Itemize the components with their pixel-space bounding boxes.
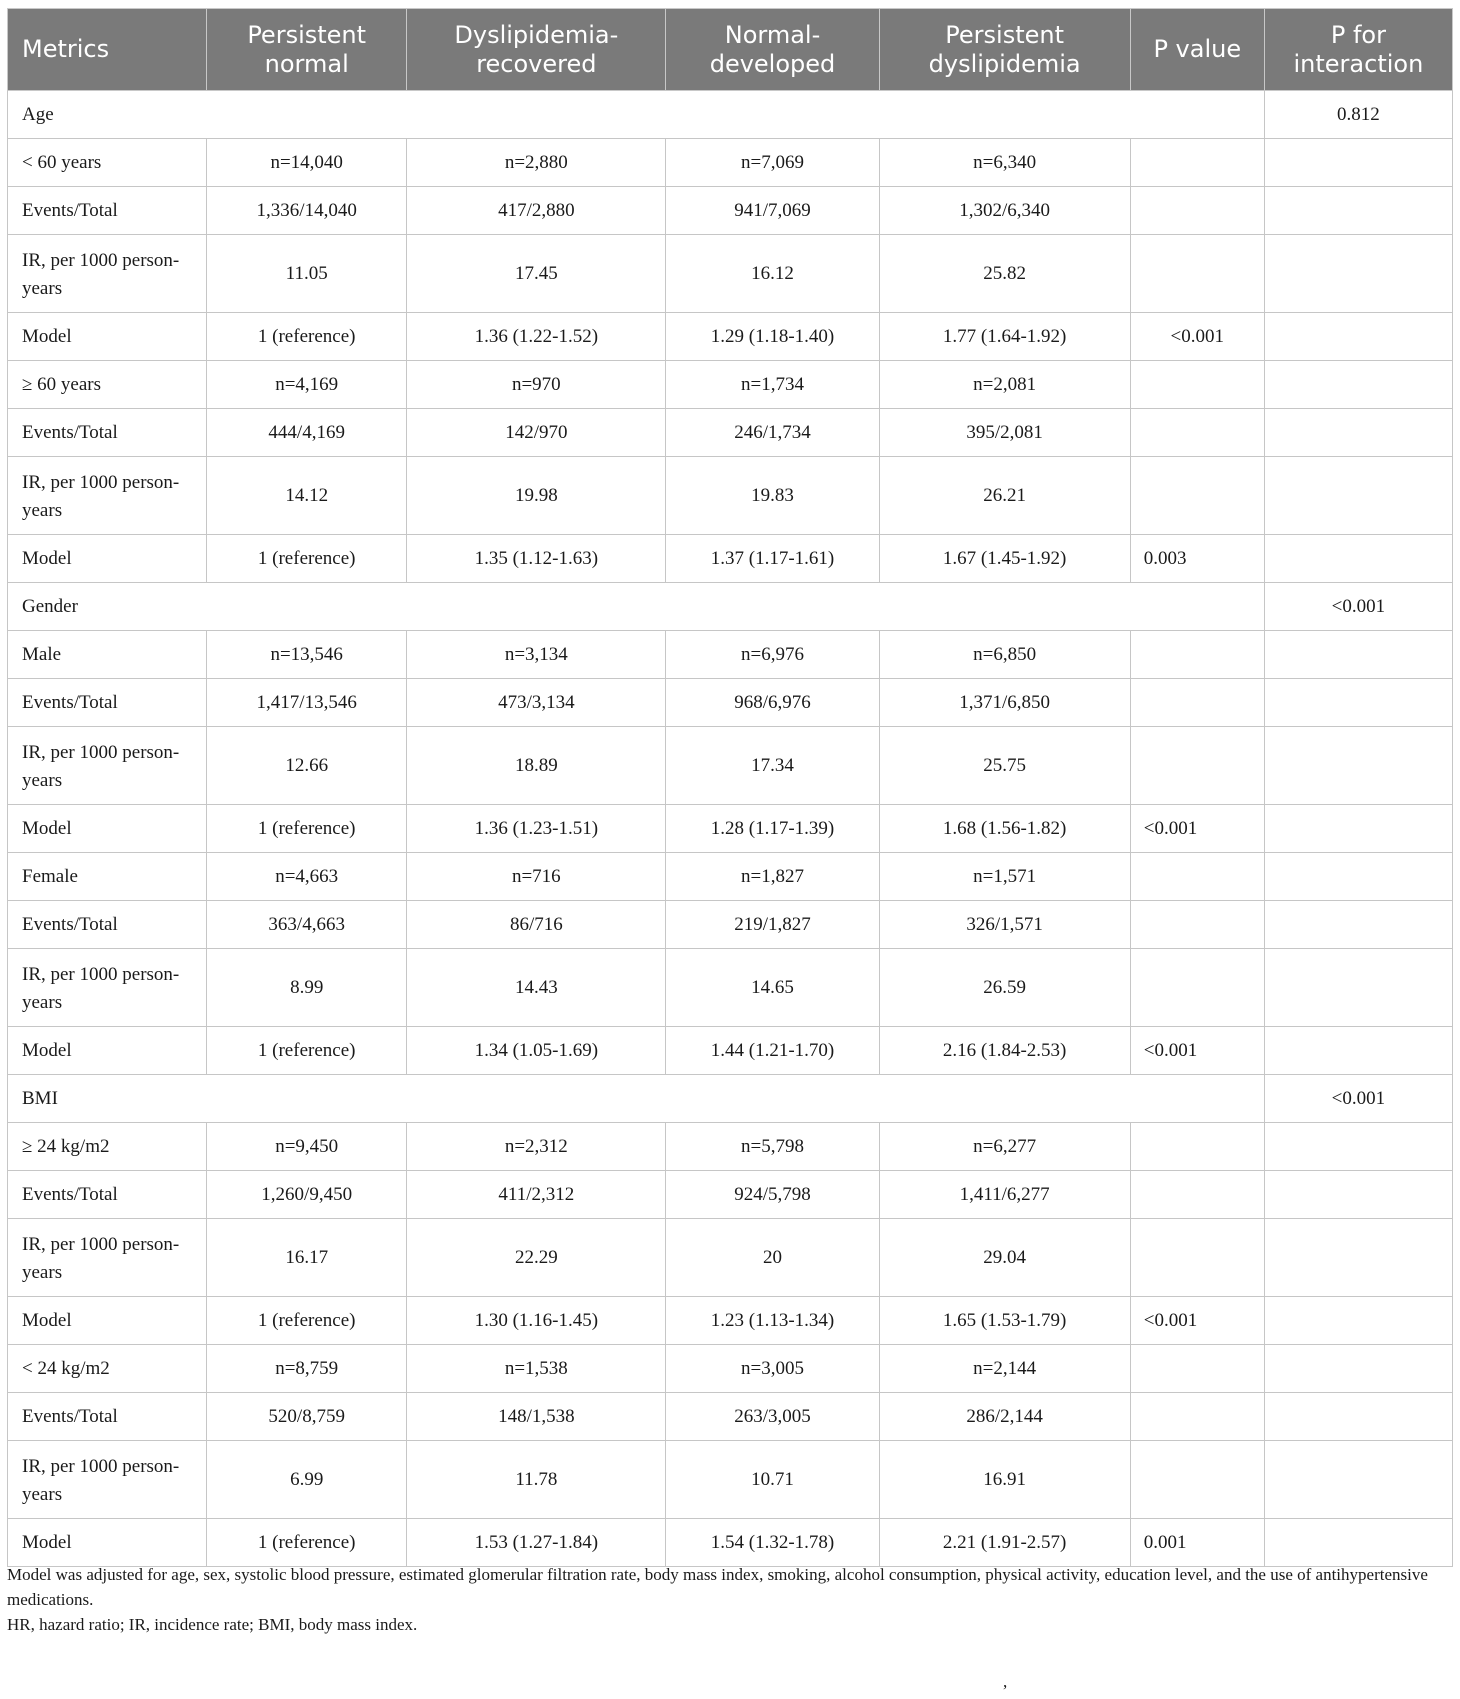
row-label: Model: [8, 1297, 207, 1345]
data-cell: 19.98: [407, 457, 666, 535]
data-cell: 18.89: [407, 727, 666, 805]
p-value-cell: [1130, 631, 1264, 679]
p-interaction-cell: [1264, 1171, 1452, 1219]
data-cell: 1.37 (1.17-1.61): [666, 535, 879, 583]
row-label-line: years: [22, 277, 63, 299]
p-value-cell: [1130, 457, 1264, 535]
table-row: [8, 409, 1453, 457]
data-cell: 11.78: [407, 1441, 666, 1519]
p-value-cell: <0.001: [1130, 1027, 1264, 1075]
table-row: [8, 361, 1453, 409]
row-label-line: IR, per 1000 person-: [22, 963, 180, 985]
data-cell: 86/716: [407, 901, 666, 949]
table-row: [8, 187, 1453, 235]
data-cell: n=4,169: [207, 361, 407, 409]
row-label: < 24 kg/m2: [8, 1345, 207, 1393]
data-cell: 1.77 (1.64-1.92): [879, 313, 1130, 361]
data-cell: n=2,312: [407, 1123, 666, 1171]
data-cell: n=1,538: [407, 1345, 666, 1393]
p-interaction-cell: [1264, 949, 1452, 1027]
p-value-cell: [1130, 409, 1264, 457]
table-header: [8, 9, 1453, 91]
table-row: [8, 679, 1453, 727]
data-cell: n=3,005: [666, 1345, 879, 1393]
column-header-line: dyslipidemia: [928, 49, 1081, 78]
data-cell: 16.12: [666, 235, 879, 313]
group-label: Gender: [8, 583, 1265, 631]
data-cell: 363/4,663: [207, 901, 407, 949]
row-label: Events/Total: [8, 679, 207, 727]
column-header-line: Persistent: [247, 20, 367, 49]
p-value-cell: [1130, 139, 1264, 187]
footnote-abbreviations: HR, hazard ratio; IR, incidence rate; BMI, body mass index.: [7, 1615, 418, 1634]
p-interaction-cell: <0.001: [1264, 1075, 1452, 1123]
group-label: BMI: [8, 1075, 1265, 1123]
data-cell: n=5,798: [666, 1123, 879, 1171]
p-interaction-cell: <0.001: [1264, 583, 1452, 631]
column-header-5: [1130, 9, 1264, 91]
row-label: Events/Total: [8, 1171, 207, 1219]
p-interaction-cell: [1264, 1441, 1452, 1519]
p-value-cell: <0.001: [1130, 313, 1264, 361]
data-cell: 1.67 (1.45-1.92): [879, 535, 1130, 583]
data-cell: 17.45: [407, 235, 666, 313]
p-interaction-cell: [1264, 679, 1452, 727]
data-cell: n=9,450: [207, 1123, 407, 1171]
stray-mark: ,: [1003, 1672, 1008, 1691]
data-cell: n=970: [407, 361, 666, 409]
p-interaction-cell: [1264, 1219, 1452, 1297]
data-cell: 11.05: [207, 235, 407, 313]
row-label: Model: [8, 535, 207, 583]
data-cell: n=716: [407, 853, 666, 901]
row-label-line: years: [22, 991, 63, 1013]
column-header-2: [407, 9, 666, 91]
row-label-line: IR, per 1000 person-: [22, 741, 180, 763]
table-row: [8, 1171, 1453, 1219]
p-value-cell: [1130, 949, 1264, 1027]
data-cell: 22.29: [407, 1219, 666, 1297]
row-label: Model: [8, 1027, 207, 1075]
data-cell: n=1,827: [666, 853, 879, 901]
p-interaction-cell: [1264, 727, 1452, 805]
data-cell: 16.17: [207, 1219, 407, 1297]
data-cell: 263/3,005: [666, 1393, 879, 1441]
row-label-line: years: [22, 1483, 63, 1505]
table-row: [8, 853, 1453, 901]
data-cell: n=2,144: [879, 1345, 1130, 1393]
p-interaction-cell: [1264, 1345, 1452, 1393]
p-value-cell: [1130, 1345, 1264, 1393]
table-row: [8, 139, 1453, 187]
table-row: [8, 949, 1453, 1027]
table-row: [8, 1519, 1453, 1567]
row-label: Model: [8, 313, 207, 361]
data-cell: 25.82: [879, 235, 1130, 313]
row-label-line: IR, per 1000 person-: [22, 1233, 180, 1255]
data-cell: 2.16 (1.84-2.53): [879, 1027, 1130, 1075]
data-cell: n=1,571: [879, 853, 1130, 901]
data-cell: 14.65: [666, 949, 879, 1027]
data-cell: 14.43: [407, 949, 666, 1027]
table-row: [8, 727, 1453, 805]
data-cell: 417/2,880: [407, 187, 666, 235]
data-cell: 1,411/6,277: [879, 1171, 1130, 1219]
table-row: [8, 457, 1453, 535]
p-value-cell: [1130, 1171, 1264, 1219]
table-row: [8, 901, 1453, 949]
column-header-line: P value: [1153, 35, 1242, 63]
group-row: [8, 583, 1453, 631]
p-value-cell: [1130, 853, 1264, 901]
row-label: Female: [8, 853, 207, 901]
data-cell: 1 (reference): [207, 1297, 407, 1345]
data-cell: 520/8,759: [207, 1393, 407, 1441]
p-interaction-cell: [1264, 1297, 1452, 1345]
data-cell: 1.23 (1.13-1.34): [666, 1297, 879, 1345]
data-cell: 148/1,538: [407, 1393, 666, 1441]
data-cell: 10.71: [666, 1441, 879, 1519]
column-header-line: Metrics: [22, 35, 110, 63]
data-cell: n=14,040: [207, 139, 407, 187]
data-cell: 473/3,134: [407, 679, 666, 727]
p-interaction-cell: [1264, 361, 1452, 409]
row-label: Events/Total: [8, 187, 207, 235]
data-cell: 246/1,734: [666, 409, 879, 457]
row-label: ≥ 24 kg/m2: [8, 1123, 207, 1171]
data-cell: 1,417/13,546: [207, 679, 407, 727]
data-cell: 2.21 (1.91-2.57): [879, 1519, 1130, 1567]
data-cell: 924/5,798: [666, 1171, 879, 1219]
data-cell: 20: [666, 1219, 879, 1297]
table-row: [8, 235, 1453, 313]
data-cell: 444/4,169: [207, 409, 407, 457]
row-label: [8, 235, 207, 313]
row-label: Model: [8, 805, 207, 853]
data-cell: n=2,880: [407, 139, 666, 187]
p-interaction-cell: [1264, 1027, 1452, 1075]
data-cell: 1.28 (1.17-1.39): [666, 805, 879, 853]
p-value-cell: [1130, 1441, 1264, 1519]
data-cell: 6.99: [207, 1441, 407, 1519]
data-cell: n=7,069: [666, 139, 879, 187]
table-row: [8, 535, 1453, 583]
p-value-cell: [1130, 1393, 1264, 1441]
group-row: [8, 1075, 1453, 1123]
data-cell: 1.68 (1.56-1.82): [879, 805, 1130, 853]
column-header-line: P for: [1330, 20, 1386, 49]
row-label: ≥ 60 years: [8, 361, 207, 409]
data-cell: 1.29 (1.18-1.40): [666, 313, 879, 361]
data-cell: 26.21: [879, 457, 1130, 535]
data-cell: 286/2,144: [879, 1393, 1130, 1441]
data-cell: 17.34: [666, 727, 879, 805]
column-header-6: [1264, 9, 1452, 91]
header-row: [8, 9, 1453, 91]
p-interaction-cell: [1264, 805, 1452, 853]
p-value-cell: [1130, 679, 1264, 727]
row-label: [8, 457, 207, 535]
row-label: < 60 years: [8, 139, 207, 187]
data-cell: n=2,081: [879, 361, 1130, 409]
row-label: Model: [8, 1519, 207, 1567]
data-cell: 25.75: [879, 727, 1130, 805]
data-cell: 1,371/6,850: [879, 679, 1130, 727]
data-cell: n=8,759: [207, 1345, 407, 1393]
table-body: [8, 91, 1453, 1567]
table-footnotes: [7, 1562, 1453, 1637]
row-label: Male: [8, 631, 207, 679]
data-cell: 1 (reference): [207, 1027, 407, 1075]
p-value-cell: <0.001: [1130, 805, 1264, 853]
p-interaction-cell: [1264, 1393, 1452, 1441]
data-cell: n=1,734: [666, 361, 879, 409]
table-row: [8, 313, 1453, 361]
row-label: Events/Total: [8, 901, 207, 949]
footnote-model-adjustment: Model was adjusted for age, sex, systolic blood pressure, estimated glomerular filtration rate, body mass index, smoking, alcohol consumption, physical activity, education level, and the use of antihypertensive medications.: [7, 1565, 1428, 1609]
row-label-line: IR, per 1000 person-: [22, 1455, 180, 1477]
column-header-1: [207, 9, 407, 91]
data-cell: 19.83: [666, 457, 879, 535]
data-cell: n=4,663: [207, 853, 407, 901]
column-header-metrics: [8, 9, 207, 91]
table-row: [8, 805, 1453, 853]
p-interaction-cell: [1264, 535, 1452, 583]
row-label: [8, 1219, 207, 1297]
table-row: [8, 1345, 1453, 1393]
data-cell: 1,302/6,340: [879, 187, 1130, 235]
p-value-cell: [1130, 901, 1264, 949]
data-cell: 8.99: [207, 949, 407, 1027]
data-cell: 1,260/9,450: [207, 1171, 407, 1219]
p-interaction-cell: [1264, 1519, 1452, 1567]
p-value-cell: [1130, 1219, 1264, 1297]
p-value-cell: [1130, 361, 1264, 409]
data-cell: 1 (reference): [207, 805, 407, 853]
p-value-cell: 0.003: [1130, 535, 1264, 583]
p-interaction-cell: 0.812: [1264, 91, 1452, 139]
table-row: [8, 631, 1453, 679]
column-header-line: normal: [264, 49, 349, 78]
row-label-line: IR, per 1000 person-: [22, 471, 180, 493]
table-row: [8, 1219, 1453, 1297]
data-cell: 1 (reference): [207, 1519, 407, 1567]
table-row: [8, 1123, 1453, 1171]
data-cell: n=13,546: [207, 631, 407, 679]
p-interaction-cell: [1264, 631, 1452, 679]
row-label: [8, 949, 207, 1027]
data-cell: 1.36 (1.22-1.52): [407, 313, 666, 361]
data-cell: 411/2,312: [407, 1171, 666, 1219]
table-row: [8, 1027, 1453, 1075]
p-interaction-cell: [1264, 313, 1452, 361]
data-cell: 14.12: [207, 457, 407, 535]
data-cell: 1.44 (1.21-1.70): [666, 1027, 879, 1075]
data-cell: 26.59: [879, 949, 1130, 1027]
group-row: [8, 91, 1453, 139]
row-label: Events/Total: [8, 1393, 207, 1441]
column-header-line: interaction: [1293, 49, 1424, 78]
column-header-line: Normal-: [724, 20, 821, 49]
data-cell: 16.91: [879, 1441, 1130, 1519]
p-value-cell: <0.001: [1130, 1297, 1264, 1345]
data-cell: 968/6,976: [666, 679, 879, 727]
row-label: [8, 1441, 207, 1519]
column-header-line: developed: [709, 49, 836, 78]
p-interaction-cell: [1264, 1123, 1452, 1171]
data-cell: n=6,340: [879, 139, 1130, 187]
p-interaction-cell: [1264, 187, 1452, 235]
p-interaction-cell: [1264, 139, 1452, 187]
data-cell: 941/7,069: [666, 187, 879, 235]
data-cell: 1.65 (1.53-1.79): [879, 1297, 1130, 1345]
data-cell: 1,336/14,040: [207, 187, 407, 235]
data-cell: n=6,976: [666, 631, 879, 679]
p-interaction-cell: [1264, 853, 1452, 901]
column-header-line: Persistent: [945, 20, 1065, 49]
row-label: [8, 727, 207, 805]
p-value-cell: [1130, 727, 1264, 805]
column-header-4: [879, 9, 1130, 91]
table-row: [8, 1393, 1453, 1441]
data-cell: 395/2,081: [879, 409, 1130, 457]
p-value-cell: [1130, 235, 1264, 313]
data-cell: 1.36 (1.23-1.51): [407, 805, 666, 853]
data-cell: n=3,134: [407, 631, 666, 679]
data-cell: 1.35 (1.12-1.63): [407, 535, 666, 583]
table-row: [8, 1441, 1453, 1519]
p-interaction-cell: [1264, 457, 1452, 535]
p-interaction-cell: [1264, 235, 1452, 313]
data-cell: n=6,277: [879, 1123, 1130, 1171]
data-cell: 326/1,571: [879, 901, 1130, 949]
results-table: [7, 8, 1453, 1567]
row-label-line: years: [22, 499, 63, 521]
data-cell: 1 (reference): [207, 535, 407, 583]
p-interaction-cell: [1264, 901, 1452, 949]
p-value-cell: [1130, 187, 1264, 235]
group-label: Age: [8, 91, 1265, 139]
p-value-cell: [1130, 1123, 1264, 1171]
column-header-3: [666, 9, 879, 91]
column-header-line: Dyslipidemia-: [454, 20, 619, 49]
data-cell: 1.53 (1.27-1.84): [407, 1519, 666, 1567]
row-label-line: IR, per 1000 person-: [22, 249, 180, 271]
data-cell: 1.54 (1.32-1.78): [666, 1519, 879, 1567]
p-interaction-cell: [1264, 409, 1452, 457]
table-row: [8, 1297, 1453, 1345]
data-cell: n=6,850: [879, 631, 1130, 679]
data-cell: 142/970: [407, 409, 666, 457]
results-table-container: [7, 8, 1453, 1567]
data-cell: 12.66: [207, 727, 407, 805]
data-cell: 29.04: [879, 1219, 1130, 1297]
data-cell: 219/1,827: [666, 901, 879, 949]
column-header-line: recovered: [476, 49, 597, 78]
p-value-cell: 0.001: [1130, 1519, 1264, 1567]
row-label-line: years: [22, 769, 63, 791]
data-cell: 1.30 (1.16-1.45): [407, 1297, 666, 1345]
data-cell: 1.34 (1.05-1.69): [407, 1027, 666, 1075]
row-label: Events/Total: [8, 409, 207, 457]
row-label-line: years: [22, 1261, 63, 1283]
data-cell: 1 (reference): [207, 313, 407, 361]
